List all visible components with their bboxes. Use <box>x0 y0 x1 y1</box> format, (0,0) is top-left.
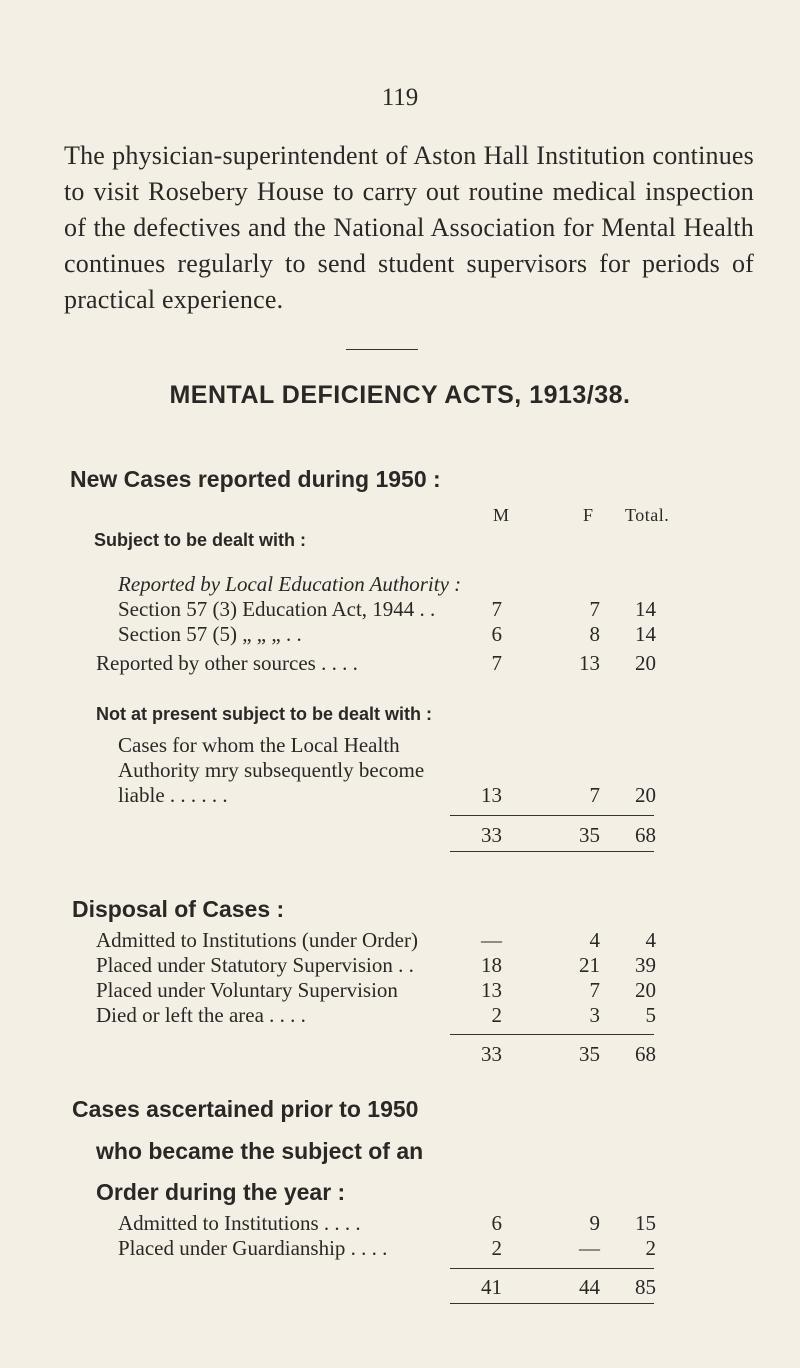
total-rule <box>450 1303 654 1304</box>
table-cell-f: 9 <box>589 1211 600 1235</box>
column-header-m: M <box>493 505 510 525</box>
intro-paragraph: The physician-superintendent of Aston Hall Institution continues to visit Rosebery House to carry out routine medical inspection of the defectives and the National Association for Mental Health continues regularly to send student supervisors for periods of practical experience. <box>64 141 754 314</box>
total-f: 35 <box>579 1042 600 1066</box>
column-header-f: F <box>583 505 594 525</box>
table-cell-total: 20 <box>635 651 656 675</box>
prior-cases-title-line-3: Order during the year : <box>96 1179 346 1205</box>
not-subject-line: liable . . . . . . <box>118 783 228 807</box>
total-m: 33 <box>481 823 502 847</box>
table-cell-total: 14 <box>635 597 656 621</box>
table-cell-m: — <box>481 928 502 952</box>
total-total: 68 <box>635 823 656 847</box>
total-rule <box>450 815 654 816</box>
table-cell-total: 39 <box>635 953 656 977</box>
table-cell-total: 5 <box>645 1003 656 1027</box>
total-f: 35 <box>579 823 600 847</box>
table-row-label: Placed under Guardianship . . . . <box>118 1236 388 1260</box>
total-total: 85 <box>635 1275 656 1299</box>
total-rule <box>450 1034 654 1035</box>
total-m: 41 <box>481 1275 502 1299</box>
page-number: 119 <box>381 84 419 111</box>
page-title: MENTAL DEFICIENCY ACTS, 1913/38. <box>169 381 631 409</box>
table-cell-f: — <box>579 1236 600 1260</box>
not-subject-line: Cases for whom the Local Health <box>118 733 400 757</box>
prior-cases-title-line-1: Cases ascertained prior to 1950 <box>72 1096 419 1122</box>
table-cell-f: 3 <box>589 1003 600 1027</box>
table-cell-m: 13 <box>481 978 502 1002</box>
table-row-label: Placed under Statutory Supervision . . <box>96 953 414 977</box>
table-cell-m: 18 <box>481 953 502 977</box>
table-cell-total: 14 <box>635 622 656 646</box>
table-row-label: Placed under Voluntary Supervision <box>96 978 398 1002</box>
table-cell-f: 7 <box>589 597 600 621</box>
total-f: 44 <box>579 1275 600 1299</box>
total-rule <box>450 851 654 852</box>
table-row-label: Section 57 (5) „ „ „ . . <box>118 622 302 646</box>
lea-subheading: Reported by Local Education Authority : <box>118 572 462 596</box>
table-cell-m: 6 <box>491 622 502 646</box>
table-cell-m: 13 <box>481 783 502 807</box>
table-cell-m: 7 <box>491 597 502 621</box>
table-cell-m: 2 <box>491 1003 502 1027</box>
table-row-label: Died or left the area . . . . <box>96 1003 306 1027</box>
table-row-label: Admitted to Institutions . . . . <box>118 1211 361 1235</box>
total-m: 33 <box>481 1042 502 1066</box>
disposal-title: Disposal of Cases : <box>72 896 285 922</box>
table-cell-total: 20 <box>635 978 656 1002</box>
table-cell-m: 7 <box>491 651 502 675</box>
table-cell-m: 6 <box>491 1211 502 1235</box>
table-cell-total: 15 <box>635 1211 656 1235</box>
table-row-label: Admitted to Institutions (under Order) <box>96 928 418 952</box>
prior-cases-title-line-2: who became the subject of an <box>96 1138 424 1164</box>
table-cell-total: 4 <box>645 928 656 952</box>
table-row-label: Reported by other sources . . . . <box>96 651 358 675</box>
new-cases-title: New Cases reported during 1950 : <box>70 466 441 492</box>
table-cell-total: 20 <box>635 783 656 807</box>
table-cell-f: 13 <box>579 651 600 675</box>
table-row-label: Section 57 (3) Education Act, 1944 . . <box>118 597 436 621</box>
table-cell-f: 7 <box>589 783 600 807</box>
table-cell-f: 4 <box>589 928 600 952</box>
not-subject-heading: Not at present subject to be dealt with : <box>96 704 433 724</box>
table-cell-f: 21 <box>579 953 600 977</box>
table-cell-f: 7 <box>589 978 600 1002</box>
column-header-total: Total. <box>625 505 670 525</box>
table-cell-m: 2 <box>491 1236 502 1260</box>
subject-heading: Subject to be dealt with : <box>94 530 307 550</box>
table-cell-f: 8 <box>589 622 600 646</box>
table-cell-total: 2 <box>645 1236 656 1260</box>
not-subject-line: Authority mry subsequently become <box>118 758 425 782</box>
total-total: 68 <box>635 1042 656 1066</box>
section-divider <box>346 349 418 350</box>
total-rule <box>450 1268 654 1269</box>
